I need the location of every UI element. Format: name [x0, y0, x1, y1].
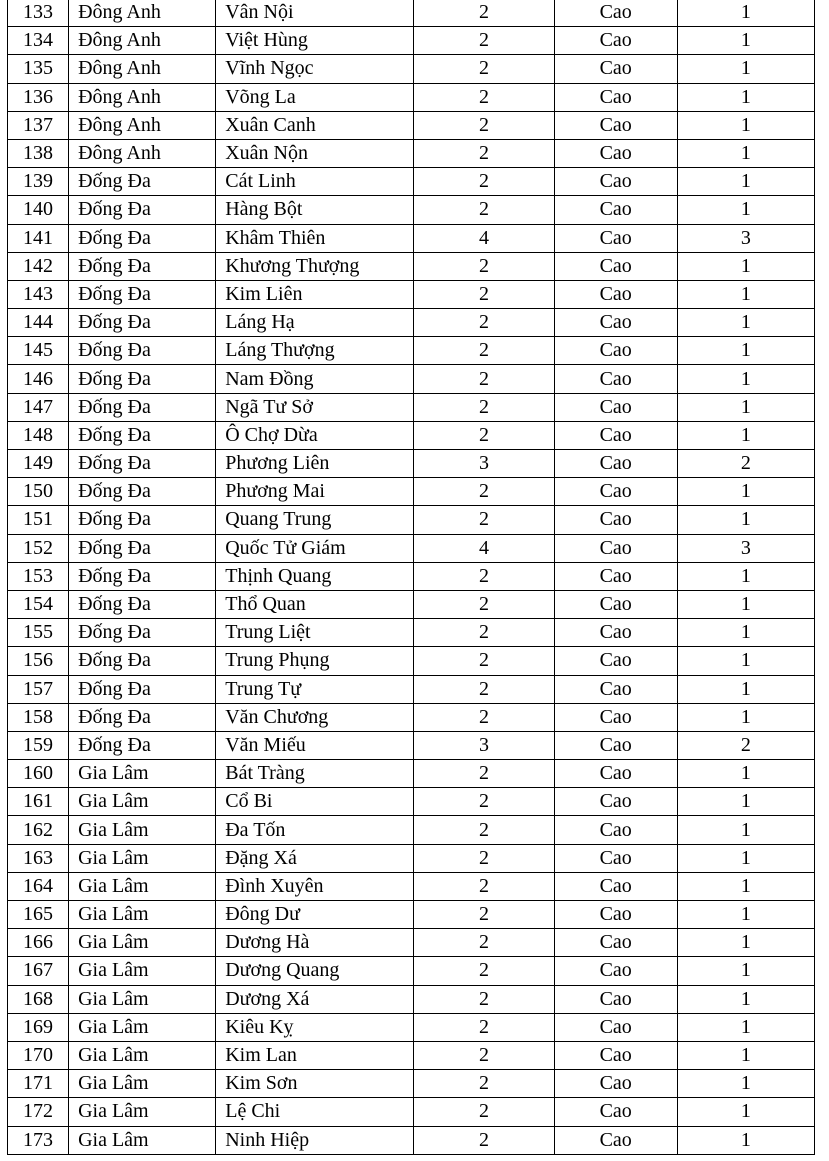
value-cell: 1 — [677, 139, 814, 167]
count-cell: 4 — [414, 224, 554, 252]
ward-cell: Trung Tự — [216, 675, 414, 703]
district-cell: Đống Đa — [69, 450, 216, 478]
level-cell: Cao — [554, 703, 677, 731]
count-cell: 4 — [414, 534, 554, 562]
count-cell: 2 — [414, 83, 554, 111]
district-cell: Đống Đa — [69, 421, 216, 449]
ward-cell: Kim Sơn — [216, 1070, 414, 1098]
value-cell: 1 — [677, 252, 814, 280]
count-cell: 2 — [414, 929, 554, 957]
ward-cell: Dương Xá — [216, 985, 414, 1013]
count-cell: 2 — [414, 562, 554, 590]
table-row — [8, 731, 815, 759]
row-number-cell: 172 — [8, 1098, 69, 1126]
table-row — [8, 168, 815, 196]
value-cell: 1 — [677, 901, 814, 929]
value-cell: 1 — [677, 1126, 814, 1154]
row-number-cell: 133 — [8, 0, 69, 27]
table-body — [8, 0, 815, 1154]
row-number-cell: 134 — [8, 27, 69, 55]
level-cell: Cao — [554, 393, 677, 421]
level-cell: Cao — [554, 534, 677, 562]
ward-cell: Kim Liên — [216, 280, 414, 308]
row-number-cell: 139 — [8, 168, 69, 196]
level-cell: Cao — [554, 1126, 677, 1154]
row-number-cell: 170 — [8, 1041, 69, 1069]
ward-cell: Đa Tốn — [216, 816, 414, 844]
row-number-cell: 158 — [8, 703, 69, 731]
value-cell: 1 — [677, 55, 814, 83]
district-cell: Đống Đa — [69, 337, 216, 365]
table-row — [8, 675, 815, 703]
count-cell: 2 — [414, 478, 554, 506]
row-number-cell: 160 — [8, 760, 69, 788]
row-number-cell: 147 — [8, 393, 69, 421]
level-cell: Cao — [554, 365, 677, 393]
level-cell: Cao — [554, 55, 677, 83]
value-cell: 1 — [677, 929, 814, 957]
ward-cell: Trung Phụng — [216, 647, 414, 675]
value-cell: 1 — [677, 957, 814, 985]
value-cell: 1 — [677, 365, 814, 393]
level-cell: Cao — [554, 816, 677, 844]
ward-cell: Lệ Chi — [216, 1098, 414, 1126]
row-number-cell: 162 — [8, 816, 69, 844]
ward-cell: Ngã Tư Sở — [216, 393, 414, 421]
count-cell: 3 — [414, 450, 554, 478]
row-number-cell: 161 — [8, 788, 69, 816]
district-cell: Đống Đa — [69, 168, 216, 196]
district-cell: Đông Anh — [69, 139, 216, 167]
row-number-cell: 165 — [8, 901, 69, 929]
level-cell: Cao — [554, 590, 677, 618]
table-row — [8, 562, 815, 590]
table-row — [8, 1126, 815, 1154]
district-cell: Đống Đa — [69, 731, 216, 759]
level-cell: Cao — [554, 83, 677, 111]
district-cell: Đông Anh — [69, 83, 216, 111]
level-cell: Cao — [554, 450, 677, 478]
ward-cell: Dương Quang — [216, 957, 414, 985]
table-row — [8, 393, 815, 421]
table-row — [8, 872, 815, 900]
level-cell: Cao — [554, 1013, 677, 1041]
district-cell: Gia Lâm — [69, 929, 216, 957]
ward-cell: Xuân Canh — [216, 111, 414, 139]
ward-cell: Kim Lan — [216, 1041, 414, 1069]
ward-cell: Bát Tràng — [216, 760, 414, 788]
value-cell: 2 — [677, 450, 814, 478]
row-number-cell: 149 — [8, 450, 69, 478]
count-cell: 2 — [414, 0, 554, 27]
count-cell: 2 — [414, 55, 554, 83]
level-cell: Cao — [554, 337, 677, 365]
row-number-cell: 137 — [8, 111, 69, 139]
ward-cell: Văn Miếu — [216, 731, 414, 759]
row-number-cell: 152 — [8, 534, 69, 562]
level-cell: Cao — [554, 675, 677, 703]
value-cell: 1 — [677, 1098, 814, 1126]
table-row — [8, 478, 815, 506]
table-row — [8, 957, 815, 985]
ward-cell: Trung Liệt — [216, 619, 414, 647]
ward-cell: Xuân Nộn — [216, 139, 414, 167]
row-number-cell: 145 — [8, 337, 69, 365]
value-cell: 1 — [677, 760, 814, 788]
table-row — [8, 1041, 815, 1069]
table-row — [8, 590, 815, 618]
value-cell: 1 — [677, 985, 814, 1013]
row-number-cell: 154 — [8, 590, 69, 618]
table-row — [8, 929, 815, 957]
row-number-cell: 155 — [8, 619, 69, 647]
value-cell: 1 — [677, 703, 814, 731]
district-cell: Đống Đa — [69, 478, 216, 506]
ward-cell: Quốc Tử Giám — [216, 534, 414, 562]
row-number-cell: 171 — [8, 1070, 69, 1098]
value-cell: 1 — [677, 421, 814, 449]
count-cell: 2 — [414, 647, 554, 675]
count-cell: 2 — [414, 816, 554, 844]
count-cell: 2 — [414, 901, 554, 929]
value-cell: 1 — [677, 280, 814, 308]
row-number-cell: 143 — [8, 280, 69, 308]
value-cell: 1 — [677, 337, 814, 365]
row-number-cell: 140 — [8, 196, 69, 224]
district-cell: Đông Anh — [69, 27, 216, 55]
ward-cell: Thịnh Quang — [216, 562, 414, 590]
level-cell: Cao — [554, 788, 677, 816]
ward-cell: Nam Đồng — [216, 365, 414, 393]
table-row — [8, 788, 815, 816]
table-row — [8, 0, 815, 27]
data-table — [7, 0, 815, 1155]
level-cell: Cao — [554, 252, 677, 280]
row-number-cell: 150 — [8, 478, 69, 506]
count-cell: 2 — [414, 1041, 554, 1069]
district-cell: Gia Lâm — [69, 872, 216, 900]
count-cell: 2 — [414, 365, 554, 393]
district-cell: Đống Đa — [69, 619, 216, 647]
district-cell: Đông Anh — [69, 55, 216, 83]
ward-cell: Đông Dư — [216, 901, 414, 929]
ward-cell: Cát Linh — [216, 168, 414, 196]
row-number-cell: 148 — [8, 421, 69, 449]
value-cell: 1 — [677, 872, 814, 900]
count-cell: 2 — [414, 337, 554, 365]
district-cell: Gia Lâm — [69, 901, 216, 929]
value-cell: 2 — [677, 731, 814, 759]
level-cell: Cao — [554, 27, 677, 55]
district-cell: Gia Lâm — [69, 844, 216, 872]
table-row — [8, 844, 815, 872]
value-cell: 1 — [677, 619, 814, 647]
district-cell: Đống Đa — [69, 309, 216, 337]
district-cell: Đống Đa — [69, 224, 216, 252]
table-row — [8, 760, 815, 788]
ward-cell: Láng Hạ — [216, 309, 414, 337]
level-cell: Cao — [554, 280, 677, 308]
level-cell: Cao — [554, 168, 677, 196]
district-cell: Gia Lâm — [69, 1126, 216, 1154]
district-cell: Đống Đa — [69, 647, 216, 675]
table-row — [8, 1013, 815, 1041]
level-cell: Cao — [554, 844, 677, 872]
ward-cell: Đặng Xá — [216, 844, 414, 872]
ward-cell: Láng Thượng — [216, 337, 414, 365]
row-number-cell: 168 — [8, 985, 69, 1013]
district-cell: Đống Đa — [69, 675, 216, 703]
value-cell: 1 — [677, 1013, 814, 1041]
count-cell: 2 — [414, 421, 554, 449]
row-number-cell: 142 — [8, 252, 69, 280]
ward-cell: Hàng Bột — [216, 196, 414, 224]
level-cell: Cao — [554, 957, 677, 985]
count-cell: 3 — [414, 731, 554, 759]
level-cell: Cao — [554, 760, 677, 788]
table-row — [8, 647, 815, 675]
table-row — [8, 985, 815, 1013]
district-cell: Gia Lâm — [69, 1070, 216, 1098]
ward-cell: Phương Mai — [216, 478, 414, 506]
value-cell: 1 — [677, 675, 814, 703]
level-cell: Cao — [554, 1041, 677, 1069]
row-number-cell: 159 — [8, 731, 69, 759]
level-cell: Cao — [554, 478, 677, 506]
ward-cell: Võng La — [216, 83, 414, 111]
value-cell: 1 — [677, 1070, 814, 1098]
table-row — [8, 337, 815, 365]
district-cell: Đống Đa — [69, 280, 216, 308]
ward-cell: Khâm Thiên — [216, 224, 414, 252]
count-cell: 2 — [414, 619, 554, 647]
value-cell: 1 — [677, 0, 814, 27]
count-cell: 2 — [414, 393, 554, 421]
district-cell: Đống Đa — [69, 506, 216, 534]
level-cell: Cao — [554, 929, 677, 957]
district-cell: Gia Lâm — [69, 788, 216, 816]
value-cell: 1 — [677, 1041, 814, 1069]
row-number-cell: 138 — [8, 139, 69, 167]
level-cell: Cao — [554, 506, 677, 534]
ward-cell: Ô Chợ Dừa — [216, 421, 414, 449]
level-cell: Cao — [554, 647, 677, 675]
value-cell: 1 — [677, 562, 814, 590]
level-cell: Cao — [554, 562, 677, 590]
ward-cell: Đình Xuyên — [216, 872, 414, 900]
count-cell: 2 — [414, 506, 554, 534]
district-cell: Đống Đa — [69, 252, 216, 280]
ward-cell: Phương Liên — [216, 450, 414, 478]
table-row — [8, 450, 815, 478]
value-cell: 1 — [677, 393, 814, 421]
row-number-cell: 146 — [8, 365, 69, 393]
level-cell: Cao — [554, 1070, 677, 1098]
district-cell: Gia Lâm — [69, 985, 216, 1013]
level-cell: Cao — [554, 224, 677, 252]
count-cell: 2 — [414, 27, 554, 55]
district-cell: Đống Đa — [69, 393, 216, 421]
table-row — [8, 506, 815, 534]
value-cell: 1 — [677, 168, 814, 196]
ward-cell: Khương Thượng — [216, 252, 414, 280]
row-number-cell: 167 — [8, 957, 69, 985]
count-cell: 2 — [414, 760, 554, 788]
level-cell: Cao — [554, 872, 677, 900]
level-cell: Cao — [554, 139, 677, 167]
district-cell: Gia Lâm — [69, 760, 216, 788]
row-number-cell: 156 — [8, 647, 69, 675]
value-cell: 1 — [677, 196, 814, 224]
row-number-cell: 173 — [8, 1126, 69, 1154]
ward-cell: Văn Chương — [216, 703, 414, 731]
ward-cell: Việt Hùng — [216, 27, 414, 55]
count-cell: 2 — [414, 111, 554, 139]
district-cell: Đông Anh — [69, 111, 216, 139]
value-cell: 1 — [677, 844, 814, 872]
value-cell: 1 — [677, 83, 814, 111]
row-number-cell: 164 — [8, 872, 69, 900]
ward-cell: Ninh Hiệp — [216, 1126, 414, 1154]
level-cell: Cao — [554, 309, 677, 337]
district-cell: Đống Đa — [69, 534, 216, 562]
value-cell: 1 — [677, 590, 814, 618]
value-cell: 1 — [677, 309, 814, 337]
level-cell: Cao — [554, 421, 677, 449]
district-cell: Đông Anh — [69, 0, 216, 27]
row-number-cell: 141 — [8, 224, 69, 252]
count-cell: 2 — [414, 844, 554, 872]
count-cell: 2 — [414, 957, 554, 985]
level-cell: Cao — [554, 901, 677, 929]
count-cell: 2 — [414, 196, 554, 224]
count-cell: 2 — [414, 280, 554, 308]
row-number-cell: 135 — [8, 55, 69, 83]
value-cell: 3 — [677, 534, 814, 562]
district-cell: Đống Đa — [69, 196, 216, 224]
row-number-cell: 144 — [8, 309, 69, 337]
count-cell: 2 — [414, 252, 554, 280]
value-cell: 1 — [677, 647, 814, 675]
count-cell: 2 — [414, 985, 554, 1013]
district-cell: Gia Lâm — [69, 1013, 216, 1041]
table-row — [8, 901, 815, 929]
count-cell: 2 — [414, 168, 554, 196]
row-number-cell: 136 — [8, 83, 69, 111]
district-cell: Đống Đa — [69, 365, 216, 393]
count-cell: 2 — [414, 139, 554, 167]
table-row — [8, 421, 815, 449]
count-cell: 2 — [414, 1070, 554, 1098]
level-cell: Cao — [554, 196, 677, 224]
table-row — [8, 280, 815, 308]
table-row — [8, 27, 815, 55]
ward-cell: Dương Hà — [216, 929, 414, 957]
value-cell: 1 — [677, 506, 814, 534]
row-number-cell: 163 — [8, 844, 69, 872]
value-cell: 1 — [677, 27, 814, 55]
district-cell: Gia Lâm — [69, 1041, 216, 1069]
value-cell: 1 — [677, 111, 814, 139]
table-row — [8, 365, 815, 393]
row-number-cell: 153 — [8, 562, 69, 590]
ward-cell: Vĩnh Ngọc — [216, 55, 414, 83]
level-cell: Cao — [554, 985, 677, 1013]
ward-cell: Quang Trung — [216, 506, 414, 534]
table-row — [8, 139, 815, 167]
table-row — [8, 196, 815, 224]
table-row — [8, 703, 815, 731]
table-row — [8, 224, 815, 252]
level-cell: Cao — [554, 111, 677, 139]
table-row — [8, 1098, 815, 1126]
level-cell: Cao — [554, 731, 677, 759]
district-cell: Gia Lâm — [69, 816, 216, 844]
district-cell: Gia Lâm — [69, 957, 216, 985]
district-cell: Đống Đa — [69, 703, 216, 731]
row-number-cell: 166 — [8, 929, 69, 957]
level-cell: Cao — [554, 0, 677, 27]
count-cell: 2 — [414, 788, 554, 816]
district-cell: Gia Lâm — [69, 1098, 216, 1126]
count-cell: 2 — [414, 590, 554, 618]
level-cell: Cao — [554, 1098, 677, 1126]
row-number-cell: 151 — [8, 506, 69, 534]
table-row — [8, 619, 815, 647]
table-row — [8, 309, 815, 337]
value-cell: 1 — [677, 816, 814, 844]
level-cell: Cao — [554, 619, 677, 647]
value-cell: 1 — [677, 788, 814, 816]
count-cell: 2 — [414, 703, 554, 731]
count-cell: 2 — [414, 1098, 554, 1126]
value-cell: 1 — [677, 478, 814, 506]
count-cell: 2 — [414, 1013, 554, 1041]
table-row — [8, 816, 815, 844]
ward-cell: Kiêu Kỵ — [216, 1013, 414, 1041]
ward-cell: Vân Nội — [216, 0, 414, 27]
row-number-cell: 169 — [8, 1013, 69, 1041]
count-cell: 2 — [414, 872, 554, 900]
district-cell: Đống Đa — [69, 590, 216, 618]
count-cell: 2 — [414, 1126, 554, 1154]
table-row — [8, 55, 815, 83]
table-row — [8, 534, 815, 562]
ward-cell: Thổ Quan — [216, 590, 414, 618]
table-row — [8, 83, 815, 111]
value-cell: 3 — [677, 224, 814, 252]
count-cell: 2 — [414, 675, 554, 703]
table-row — [8, 111, 815, 139]
row-number-cell: 157 — [8, 675, 69, 703]
table-row — [8, 252, 815, 280]
count-cell: 2 — [414, 309, 554, 337]
district-cell: Đống Đa — [69, 562, 216, 590]
table-row — [8, 1070, 815, 1098]
ward-cell: Cổ Bi — [216, 788, 414, 816]
